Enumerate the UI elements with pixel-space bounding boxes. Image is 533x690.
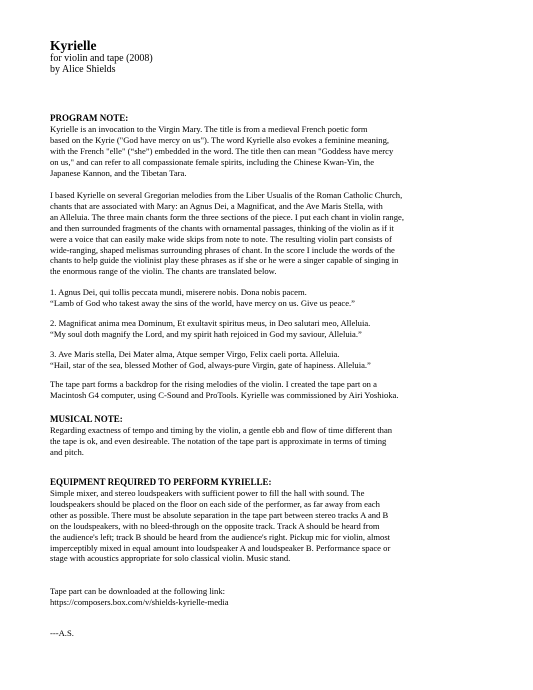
text-line: I based Kyrielle on several Gregorian melodies from the Liber Usualis of the Roman Catholic Church,	[50, 190, 403, 200]
text-line: other as possible. There must be absolute separation in the tape part between stereo tracks A and B	[50, 509, 389, 520]
text-line: chants to help guide the violinist play these phrases as if she or he were a singer capable of singing in	[50, 255, 399, 266]
text-line: Macintosh G4 computer, using C-Sound and ProTools. Kyrielle was commissioned by Airi Yoshioka.	[50, 389, 399, 400]
program-note-paragraph-2	[50, 190, 404, 277]
chant-translation-1	[50, 287, 355, 309]
program-note-paragraph-3	[50, 379, 399, 401]
text-line: Kyrielle is an invocation to the Virgin Mary. The title is from a medieval French poetic form	[50, 124, 368, 134]
text-line: wide-ranging, shaped melismas surrounding phrases of chant. In the score I include the words of the	[50, 244, 395, 255]
download-link[interactable]: https://composers.box.com/v/shields-kyrielle-media	[50, 596, 229, 607]
musical-note-heading: MUSICAL NOTE:	[50, 414, 123, 424]
text-line: “Lamb of God who takest away the sins of the world, have mercy on us. Give us peace.”	[50, 297, 355, 308]
text-line: “My soul doth magnify the Lord, and my spirit hath rejoiced in God my saviour, Alleluia.”	[50, 328, 362, 339]
text-line: Simple mixer, and stereo loudspeakers with sufficient power to fill the hall with sound. The	[50, 488, 365, 498]
text-line: Japanese Kannon, and the Tibetan Tara.	[50, 167, 187, 178]
text-line: with the French "elle" (“she”) embedded in the word. The title then can mean "Goddess have mercy	[50, 145, 394, 156]
chant-translation-3	[50, 349, 371, 371]
equipment-heading: EQUIPMENT REQUIRED TO PERFORM KYRIELLE:	[50, 477, 272, 487]
text-line: 1. Agnus Dei, qui tollis peccata mundi, miserere nobis. Dona nobis pacem.	[50, 287, 307, 297]
text-line: stage with acoustics appropriate for solo classical violin. Music stand.	[50, 553, 291, 564]
signature: ---A.S.	[50, 628, 74, 638]
text-line: chants that are associated with Mary: an Agnus Dei, a Magnificat, and the Ave Maris Stella, with	[50, 200, 383, 211]
musical-note-paragraph	[50, 425, 392, 458]
program-note-paragraph-1	[50, 124, 393, 179]
text-line: based on the Kyrie ("God have mercy on us"). The word Kyrielle also evokes a feminine meaning,	[50, 134, 390, 145]
text-line: imperceptibly mixed in equal amount into loudspeaker A and loudspeaker B. Performance space or	[50, 542, 391, 553]
text-line: and then surrounded fragments of the chants with ornamental passages, thinking of the violin as if it	[50, 222, 394, 233]
text-line: 2. Magnificat anima mea Dominum, Et exultavit spiritus meus, in Deo salutari meo, Alleluia.	[50, 318, 371, 328]
text-line: The tape part forms a backdrop for the rising melodies of the violin. I created the tape part on a	[50, 379, 377, 389]
program-note-heading: PROGRAM NOTE:	[50, 113, 129, 123]
text-line: on the loudspeakers, with no bleed-through on the opposite track. Track A should be heard from	[50, 520, 380, 531]
document-subtitle-instrumentation: for violin and tape (2008)	[50, 53, 153, 64]
text-line: the enormous range of the violin. The chants are translated below.	[50, 266, 277, 277]
text-line: “Hail, star of the sea, blessed Mother of God, always-pure Virgin, gate of hapiness. Alleluia.”	[50, 359, 371, 370]
text-line: on us," and can refer to all compassionate female spirits, including the Chinese Kwan-Yin, the	[50, 156, 375, 167]
text-line: were a voice that can easily make wide skips from note to note. The resulting violin part consists of	[50, 233, 392, 244]
text-line: an Alleluia. The three main chants form the three sections of the piece. I put each chant in violin range,	[50, 211, 404, 222]
text-line: loudspeakers should be placed on the floor on each side of the performer, as far away from each	[50, 498, 380, 509]
text-line: 3. Ave Maris stella, Dei Mater alma, Atque semper Virgo, Felix caeli porta. Alleluia.	[50, 349, 340, 359]
equipment-paragraph	[50, 488, 390, 564]
document-subtitle-composer: by Alice Shields	[50, 64, 116, 75]
text-line: and pitch.	[50, 446, 84, 457]
text-line: Regarding exactness of tempo and timing by the violin, a gentle ebb and flow of time different than	[50, 425, 393, 435]
document-title: Kyrielle	[50, 38, 97, 53]
text-line: Tape part can be downloaded at the following link:	[50, 586, 226, 596]
download-note	[50, 586, 229, 608]
chant-translation-2	[50, 318, 370, 340]
text-line: the audience's left; track B should be heard from the audience's right. Pickup mic for violin, almost	[50, 531, 391, 542]
text-line: the tape is ok, and even desireable. The notation of the tape part is approximate in terms of timing	[50, 435, 387, 446]
